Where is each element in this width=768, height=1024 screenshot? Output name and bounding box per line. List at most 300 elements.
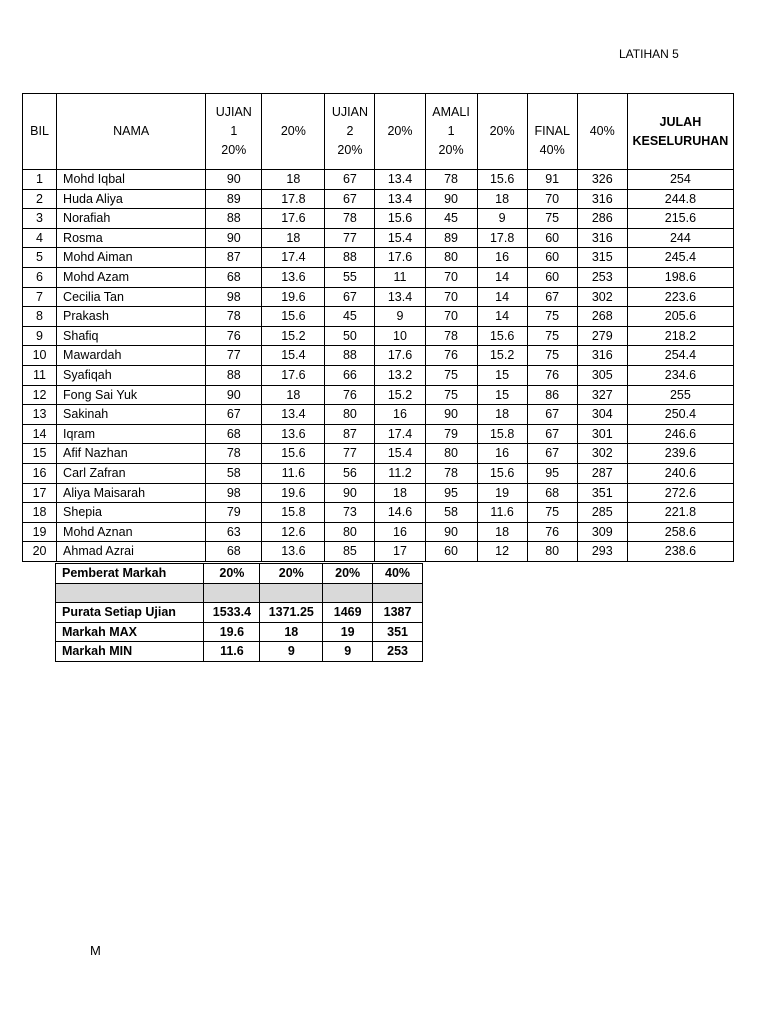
table-cell: 98 — [206, 287, 262, 307]
table-cell: 19.6 — [262, 483, 325, 503]
table-cell: 89 — [206, 189, 262, 209]
table-cell: 19.6 — [262, 287, 325, 307]
table-cell: 4 — [23, 228, 57, 248]
table-cell: 13.6 — [262, 424, 325, 444]
table-cell: 250.4 — [627, 405, 733, 425]
table-cell: 13.6 — [262, 267, 325, 287]
summary-cell: 18 — [260, 622, 323, 642]
summary-cell: 19 — [323, 622, 373, 642]
table-row — [23, 444, 734, 464]
table-row — [23, 483, 734, 503]
table-cell: 3 — [23, 209, 57, 229]
table-row — [23, 365, 734, 385]
table-cell: 15.2 — [375, 385, 425, 405]
table-cell: 15 — [23, 444, 57, 464]
table-cell: 11.2 — [375, 463, 425, 483]
table-cell: 302 — [577, 444, 627, 464]
table-cell: 302 — [577, 287, 627, 307]
table-cell: 75 — [425, 365, 477, 385]
header-ujian2-line: UJIAN — [331, 105, 368, 119]
summary-table-body — [56, 564, 423, 662]
header-percent-1: 20% — [262, 94, 325, 170]
summary-cell: 9 — [260, 642, 323, 662]
summary-row — [56, 583, 423, 603]
table-cell: 89 — [425, 228, 477, 248]
table-cell: 15.4 — [262, 346, 325, 366]
table-cell: 80 — [325, 522, 375, 542]
table-cell: 67 — [527, 424, 577, 444]
table-cell: 17.6 — [375, 248, 425, 268]
table-cell: 2 — [23, 189, 57, 209]
table-row — [23, 346, 734, 366]
table-cell: 73 — [325, 503, 375, 523]
table-cell: 15 — [477, 385, 527, 405]
table-cell: 14 — [477, 307, 527, 327]
table-cell: 304 — [577, 405, 627, 425]
header-nama: NAMA — [57, 94, 206, 170]
summary-cell: 40% — [373, 564, 423, 584]
header-ujian2-line: 2 — [346, 124, 354, 138]
table-cell: 75 — [527, 307, 577, 327]
table-cell: 68 — [527, 483, 577, 503]
table-cell: 78 — [325, 209, 375, 229]
table-cell: 16 — [477, 248, 527, 268]
table-cell: 77 — [206, 346, 262, 366]
student-name-cell: Fong Sai Yuk — [57, 385, 206, 405]
table-cell: 351 — [577, 483, 627, 503]
table-cell: 244 — [627, 228, 733, 248]
table-cell: 11 — [23, 365, 57, 385]
student-name-cell: Sakinah — [57, 405, 206, 425]
table-cell: 18 — [23, 503, 57, 523]
table-cell: 244.8 — [627, 189, 733, 209]
table-cell: 13.4 — [375, 287, 425, 307]
student-name-cell: Mohd Aiman — [57, 248, 206, 268]
header-julah-line: JULAH — [659, 114, 702, 129]
table-row — [23, 287, 734, 307]
table-cell: 76 — [325, 385, 375, 405]
table-row — [23, 189, 734, 209]
table-cell: 9 — [477, 209, 527, 229]
table-cell: 66 — [325, 365, 375, 385]
header-amali1-line: 1 — [447, 124, 455, 138]
table-cell: 76 — [527, 522, 577, 542]
table-cell: 75 — [527, 209, 577, 229]
table-cell: 301 — [577, 424, 627, 444]
table-cell: 67 — [325, 287, 375, 307]
table-cell: 20 — [23, 542, 57, 562]
table-cell: 17.8 — [477, 228, 527, 248]
table-cell: 45 — [325, 307, 375, 327]
table-cell: 287 — [577, 463, 627, 483]
summary-cell: 351 — [373, 622, 423, 642]
sheet-title: LATIHAN 5 — [619, 47, 679, 61]
table-cell: 258.6 — [627, 522, 733, 542]
table-cell: 90 — [425, 405, 477, 425]
summary-label-cell: Pemberat Markah — [56, 564, 204, 584]
table-cell: 15.6 — [477, 326, 527, 346]
summary-cell — [260, 583, 323, 603]
table-cell: 254 — [627, 170, 733, 190]
table-row — [23, 307, 734, 327]
student-name-cell: Mawardah — [57, 346, 206, 366]
table-cell: 60 — [527, 248, 577, 268]
table-cell: 17.6 — [375, 346, 425, 366]
table-cell: 10 — [375, 326, 425, 346]
table-cell: 14 — [23, 424, 57, 444]
student-name-cell: Afif Nazhan — [57, 444, 206, 464]
table-cell: 80 — [425, 444, 477, 464]
table-cell: 12 — [23, 385, 57, 405]
summary-cell: 253 — [373, 642, 423, 662]
header-percent-3: 20% — [477, 94, 527, 170]
table-cell: 272.6 — [627, 483, 733, 503]
table-cell: 88 — [206, 209, 262, 229]
table-cell: 70 — [527, 189, 577, 209]
summary-row — [56, 642, 423, 662]
header-final-line: FINAL — [534, 124, 570, 138]
table-cell: 1 — [23, 170, 57, 190]
header-row — [23, 94, 734, 170]
summary-row — [56, 603, 423, 623]
table-cell: 78 — [206, 444, 262, 464]
table-cell: 98 — [206, 483, 262, 503]
table-cell: 88 — [325, 346, 375, 366]
header-ujian2-line: 20% — [337, 143, 363, 157]
summary-cell: 1371.25 — [260, 603, 323, 623]
table-row — [23, 326, 734, 346]
table-row — [23, 267, 734, 287]
table-cell: 18 — [477, 405, 527, 425]
student-name-cell: Aliya Maisarah — [57, 483, 206, 503]
table-cell: 316 — [577, 189, 627, 209]
table-cell: 17.6 — [262, 209, 325, 229]
table-cell: 305 — [577, 365, 627, 385]
table-cell: 63 — [206, 522, 262, 542]
table-cell: 315 — [577, 248, 627, 268]
summary-cell: 19.6 — [204, 622, 260, 642]
summary-table — [55, 563, 423, 662]
table-cell: 17 — [23, 483, 57, 503]
header-ujian1-line: 20% — [221, 143, 247, 157]
header-final-line: 40% — [539, 143, 565, 157]
summary-cell: 20% — [323, 564, 373, 584]
table-cell: 326 — [577, 170, 627, 190]
table-cell: 238.6 — [627, 542, 733, 562]
table-cell: 13.2 — [375, 365, 425, 385]
header-percent-4: 40% — [577, 94, 627, 170]
table-cell: 80 — [425, 248, 477, 268]
table-cell: 14 — [477, 287, 527, 307]
table-cell: 5 — [23, 248, 57, 268]
table-cell: 17.4 — [375, 424, 425, 444]
table-cell: 245.4 — [627, 248, 733, 268]
table-cell: 95 — [425, 483, 477, 503]
table-cell: 60 — [527, 228, 577, 248]
table-cell: 79 — [206, 503, 262, 523]
student-name-cell: Mohd Iqbal — [57, 170, 206, 190]
summary-cell: 1469 — [323, 603, 373, 623]
table-cell: 68 — [206, 424, 262, 444]
summary-row — [56, 622, 423, 642]
table-cell: 76 — [527, 365, 577, 385]
table-cell: 15.4 — [375, 444, 425, 464]
table-cell: 221.8 — [627, 503, 733, 523]
table-cell: 50 — [325, 326, 375, 346]
table-cell: 68 — [206, 542, 262, 562]
header-ujian2 — [325, 94, 375, 170]
table-cell: 11.6 — [477, 503, 527, 523]
table-cell: 87 — [325, 424, 375, 444]
student-name-cell: Shafiq — [57, 326, 206, 346]
table-cell: 309 — [577, 522, 627, 542]
table-cell: 16 — [375, 405, 425, 425]
table-cell: 18 — [262, 170, 325, 190]
table-cell: 45 — [425, 209, 477, 229]
table-cell: 70 — [425, 287, 477, 307]
table-cell: 9 — [23, 326, 57, 346]
table-cell: 13.6 — [262, 542, 325, 562]
student-name-cell: Iqram — [57, 424, 206, 444]
table-cell: 16 — [23, 463, 57, 483]
table-cell: 268 — [577, 307, 627, 327]
table-cell: 70 — [425, 307, 477, 327]
table-cell: 90 — [425, 522, 477, 542]
table-cell: 91 — [527, 170, 577, 190]
table-cell: 279 — [577, 326, 627, 346]
table-cell: 18 — [262, 228, 325, 248]
table-cell: 95 — [527, 463, 577, 483]
table-cell: 240.6 — [627, 463, 733, 483]
header-ujian1-line: UJIAN — [215, 105, 252, 119]
header-final — [527, 94, 577, 170]
student-name-cell: Huda Aliya — [57, 189, 206, 209]
table-cell: 19 — [477, 483, 527, 503]
summary-cell: 9 — [323, 642, 373, 662]
table-cell: 254.4 — [627, 346, 733, 366]
table-cell: 85 — [325, 542, 375, 562]
summary-cell: 11.6 — [204, 642, 260, 662]
table-cell: 90 — [206, 170, 262, 190]
table-cell: 80 — [527, 542, 577, 562]
marks-table-body — [23, 170, 734, 562]
table-cell: 223.6 — [627, 287, 733, 307]
table-cell: 78 — [425, 170, 477, 190]
table-cell: 17.8 — [262, 189, 325, 209]
table-cell: 78 — [425, 463, 477, 483]
table-cell: 90 — [206, 228, 262, 248]
table-cell: 15.6 — [477, 463, 527, 483]
summary-row — [56, 564, 423, 584]
header-ujian1-line: 1 — [230, 124, 238, 138]
table-cell: 253 — [577, 267, 627, 287]
marks-table — [22, 93, 734, 562]
table-cell: 255 — [627, 385, 733, 405]
table-cell: 17.4 — [262, 248, 325, 268]
table-cell: 12.6 — [262, 522, 325, 542]
table-row — [23, 542, 734, 562]
table-cell: 215.6 — [627, 209, 733, 229]
table-cell: 67 — [206, 405, 262, 425]
table-cell: 13.4 — [375, 189, 425, 209]
table-cell: 70 — [425, 267, 477, 287]
table-row — [23, 228, 734, 248]
table-cell: 19 — [23, 522, 57, 542]
table-cell: 88 — [325, 248, 375, 268]
table-cell: 15.4 — [375, 228, 425, 248]
summary-cell — [373, 583, 423, 603]
table-cell: 77 — [325, 228, 375, 248]
student-name-cell: Prakash — [57, 307, 206, 327]
table-cell: 11.6 — [262, 463, 325, 483]
table-row — [23, 248, 734, 268]
table-cell: 67 — [527, 444, 577, 464]
header-percent-2: 20% — [375, 94, 425, 170]
summary-label-cell: Markah MAX — [56, 622, 204, 642]
table-cell: 75 — [527, 346, 577, 366]
table-cell: 90 — [206, 385, 262, 405]
table-cell: 67 — [325, 189, 375, 209]
header-amali1 — [425, 94, 477, 170]
table-cell: 17.6 — [262, 365, 325, 385]
summary-cell: 20% — [204, 564, 260, 584]
table-cell: 76 — [425, 346, 477, 366]
table-cell: 13 — [23, 405, 57, 425]
header-amali1-line: 20% — [438, 143, 464, 157]
student-name-cell: Norafiah — [57, 209, 206, 229]
table-cell: 15.2 — [477, 346, 527, 366]
student-name-cell: Syafiqah — [57, 365, 206, 385]
table-cell: 234.6 — [627, 365, 733, 385]
table-cell: 15.8 — [262, 503, 325, 523]
table-cell: 76 — [206, 326, 262, 346]
table-cell: 15.6 — [262, 444, 325, 464]
table-cell: 15.2 — [262, 326, 325, 346]
table-row — [23, 424, 734, 444]
student-name-cell: Mohd Aznan — [57, 522, 206, 542]
table-cell: 13.4 — [375, 170, 425, 190]
summary-label-cell — [56, 583, 204, 603]
table-cell: 58 — [425, 503, 477, 523]
table-cell: 15.8 — [477, 424, 527, 444]
table-cell: 7 — [23, 287, 57, 307]
table-cell: 10 — [23, 346, 57, 366]
table-cell: 293 — [577, 542, 627, 562]
table-cell: 60 — [527, 267, 577, 287]
table-cell: 198.6 — [627, 267, 733, 287]
table-cell: 285 — [577, 503, 627, 523]
table-cell: 75 — [425, 385, 477, 405]
table-row — [23, 522, 734, 542]
table-cell: 15.6 — [375, 209, 425, 229]
table-cell: 90 — [325, 483, 375, 503]
table-cell: 88 — [206, 365, 262, 385]
student-name-cell: Ahmad Azrai — [57, 542, 206, 562]
table-cell: 90 — [425, 189, 477, 209]
table-cell: 13.4 — [262, 405, 325, 425]
table-cell: 246.6 — [627, 424, 733, 444]
table-cell: 327 — [577, 385, 627, 405]
summary-cell: 1387 — [373, 603, 423, 623]
header-bil: BIL — [23, 94, 57, 170]
table-cell: 18 — [262, 385, 325, 405]
table-cell: 205.6 — [627, 307, 733, 327]
header-amali1-line: AMALI — [432, 105, 470, 119]
header-julah-line: KESELURUHAN — [632, 133, 729, 148]
table-cell: 8 — [23, 307, 57, 327]
table-cell: 9 — [375, 307, 425, 327]
table-row — [23, 463, 734, 483]
table-cell: 15.6 — [262, 307, 325, 327]
table-cell: 14.6 — [375, 503, 425, 523]
table-cell: 78 — [425, 326, 477, 346]
table-cell: 218.2 — [627, 326, 733, 346]
summary-cell: 1533.4 — [204, 603, 260, 623]
table-cell: 18 — [477, 189, 527, 209]
table-cell: 16 — [375, 522, 425, 542]
table-cell: 6 — [23, 267, 57, 287]
table-cell: 86 — [527, 385, 577, 405]
student-name-cell: Rosma — [57, 228, 206, 248]
table-cell: 14 — [477, 267, 527, 287]
table-cell: 18 — [477, 522, 527, 542]
table-cell: 239.6 — [627, 444, 733, 464]
table-cell: 80 — [325, 405, 375, 425]
table-cell: 79 — [425, 424, 477, 444]
table-cell: 58 — [206, 463, 262, 483]
table-cell: 316 — [577, 228, 627, 248]
table-cell: 75 — [527, 503, 577, 523]
header-ujian1 — [206, 94, 262, 170]
table-cell: 55 — [325, 267, 375, 287]
table-row — [23, 170, 734, 190]
summary-label-cell: Purata Setiap Ujian — [56, 603, 204, 623]
table-cell: 17 — [375, 542, 425, 562]
table-cell: 11 — [375, 267, 425, 287]
table-row — [23, 209, 734, 229]
table-cell: 15 — [477, 365, 527, 385]
footer-mark: M — [90, 943, 101, 958]
table-cell: 67 — [325, 170, 375, 190]
table-cell: 67 — [527, 405, 577, 425]
table-row — [23, 503, 734, 523]
summary-label-cell: Markah MIN — [56, 642, 204, 662]
table-cell: 60 — [425, 542, 477, 562]
table-cell: 77 — [325, 444, 375, 464]
table-cell: 12 — [477, 542, 527, 562]
table-cell: 68 — [206, 267, 262, 287]
table-cell: 286 — [577, 209, 627, 229]
table-cell: 78 — [206, 307, 262, 327]
summary-cell: 20% — [260, 564, 323, 584]
header-julah — [627, 94, 733, 170]
table-cell: 316 — [577, 346, 627, 366]
summary-cell — [323, 583, 373, 603]
table-cell: 18 — [375, 483, 425, 503]
table-cell: 75 — [527, 326, 577, 346]
table-cell: 87 — [206, 248, 262, 268]
student-name-cell: Carl Zafran — [57, 463, 206, 483]
student-name-cell: Mohd Azam — [57, 267, 206, 287]
student-name-cell: Shepia — [57, 503, 206, 523]
table-cell: 67 — [527, 287, 577, 307]
summary-cell — [204, 583, 260, 603]
student-name-cell: Cecilia Tan — [57, 287, 206, 307]
table-cell: 16 — [477, 444, 527, 464]
table-cell: 56 — [325, 463, 375, 483]
table-row — [23, 385, 734, 405]
table-row — [23, 405, 734, 425]
